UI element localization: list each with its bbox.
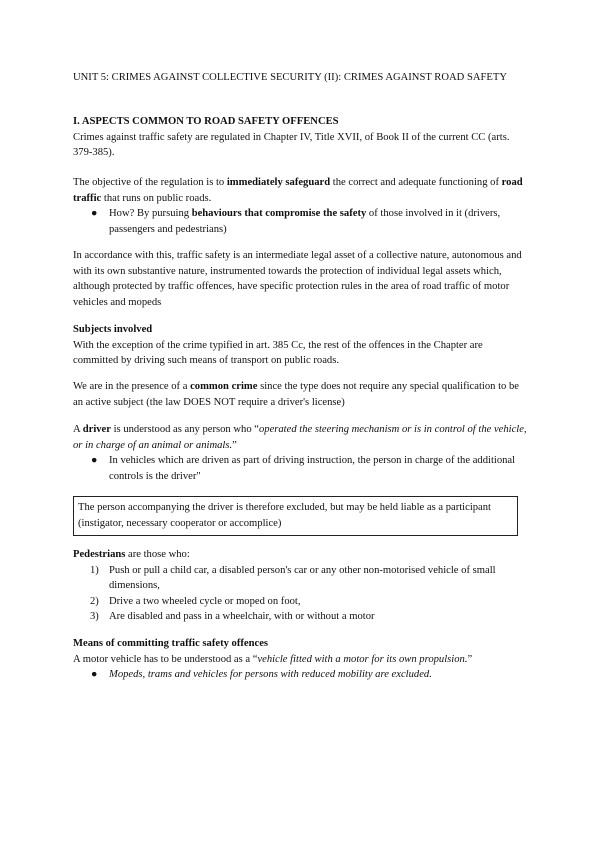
driver-definition-italic: operated the steering mechanism or is in control of the vehicle, or in charge of an animal or animals. bbox=[73, 424, 527, 451]
item-text: Are disabled and pass in a wheelchair, with or without a motor bbox=[109, 611, 375, 623]
pedestrians-item-3 bbox=[73, 609, 528, 625]
pedestrians-item-1 bbox=[73, 563, 528, 594]
bullet-bold: behaviours that compromise the safety bbox=[191, 208, 367, 220]
objective-bold-safeguard: immediately safeguard bbox=[226, 177, 331, 188]
item-text: Drive a two wheeled cycle or moped on foot, bbox=[109, 595, 301, 607]
pedestrians-block bbox=[73, 547, 528, 625]
subjects-heading: Subjects involved bbox=[73, 324, 153, 335]
common-crime-paragraph bbox=[73, 379, 528, 410]
excluded-note-box bbox=[73, 496, 518, 536]
accordance-paragraph: In accordance with this, traffic safety is an intermediate legal asset of a collective nature, autonomous and with its own substantive nature, instrumented towards the protection of individual legal assets which, although protected by traffic offences, have specific protection rules in the area of road traffic of motor vehicles and mopeds bbox=[73, 250, 522, 308]
excluded-note-text: The person accompanying the driver is therefore excluded, but may be held liable as a participant (instigator, necessary cooperator or accomplice) bbox=[78, 502, 491, 529]
item-text: Push or pull a child car, a disabled person's car or any other non-motorised vehicle of small dimensions, bbox=[109, 564, 496, 592]
driver-bold: driver bbox=[82, 424, 111, 435]
pedestrians-bold: Pedestrians bbox=[73, 549, 126, 560]
means-bullet bbox=[73, 667, 528, 683]
item-number: 3) bbox=[90, 611, 99, 623]
subjects-block bbox=[73, 322, 528, 369]
means-definition-italic: vehicle fitted with a motor for its own propulsion. bbox=[257, 653, 468, 665]
common-crime-bold: common crime bbox=[190, 381, 258, 392]
driver-text-mid: is understood as any person who “ bbox=[110, 424, 259, 435]
bullet-icon: ● bbox=[91, 455, 98, 467]
section-block-intro bbox=[73, 114, 528, 161]
objective-bold-road-traffic: road traffic bbox=[73, 177, 523, 204]
bullet-icon: ● bbox=[91, 208, 98, 220]
objective-text-end: that runs on public roads. bbox=[101, 192, 212, 204]
section-heading: I. ASPECTS COMMON TO ROAD SAFETY OFFENCES bbox=[73, 116, 339, 127]
driver-text-end: ” bbox=[232, 439, 237, 451]
objective-bullet bbox=[73, 206, 528, 237]
objective-text: The objective of the regulation is to bbox=[73, 177, 227, 188]
means-heading: Means of committing traffic safety offences bbox=[73, 638, 269, 649]
bullet-text-end: of those involved in it (drivers, passengers and pedestrians) bbox=[109, 208, 501, 235]
driver-text: A bbox=[73, 424, 83, 435]
means-text: A motor vehicle has to be understood as a “ bbox=[73, 653, 258, 665]
subjects-paragraph: With the exception of the crime typified in art. 385 Cc, the rest of the offences in the Chapter are committed by driving such means of transport on public roads. bbox=[73, 339, 483, 367]
pedestrians-text: are those who: bbox=[125, 549, 190, 560]
means-bullet-text: Mopeds, trams and vehicles for persons with reduced mobility are excluded. bbox=[109, 669, 432, 681]
item-number: 2) bbox=[90, 595, 99, 607]
objective-paragraph bbox=[73, 175, 528, 237]
item-number: 1) bbox=[90, 564, 99, 576]
means-block bbox=[73, 636, 528, 683]
intro-paragraph: Crimes against traffic safety are regulated in Chapter IV, Title XVII, of Book II of the current CC (arts. 379-385). bbox=[73, 131, 510, 159]
driver-bullet-text: In vehicles which are driven as part of driving instruction, the person in charge of the additional controls is the driver" bbox=[109, 455, 516, 482]
driver-bullet bbox=[73, 453, 528, 484]
bullet-icon: ● bbox=[91, 669, 98, 681]
pedestrians-item-2 bbox=[73, 594, 528, 610]
common-text: We are in the presence of a bbox=[73, 381, 191, 392]
bullet-text: How? By pursuing bbox=[109, 208, 192, 220]
unit-title: UNIT 5: CRIMES AGAINST COLLECTIVE SECURITY (II): CRIMES AGAINST ROAD SAFETY bbox=[73, 72, 507, 83]
objective-text-mid: the correct and adequate functioning of bbox=[330, 177, 502, 188]
driver-paragraph bbox=[73, 422, 528, 484]
means-text-end: ” bbox=[467, 653, 473, 665]
common-text-end: since the type does not require any special qualification to be an active subject (the law DOES NOT require a driver's license) bbox=[73, 381, 519, 408]
